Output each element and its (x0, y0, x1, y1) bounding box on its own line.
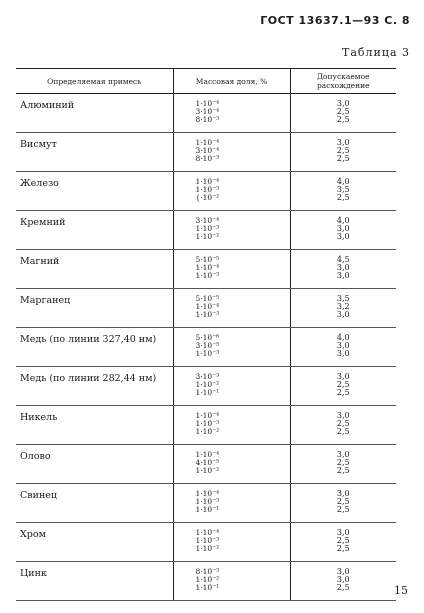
page-number: 15 (394, 584, 408, 597)
mass-fraction-value: 8·10⁻³ (195, 115, 220, 124)
tolerance-value: 3,0 (336, 411, 350, 420)
mass-fraction-cell (173, 523, 290, 562)
tolerance-value: 3,0 (336, 489, 350, 498)
mass-fraction-value: 1·10⁻³ (195, 536, 220, 545)
mass-fraction-value: 1·10⁻² (195, 575, 220, 584)
tolerance-value: 2,5 (336, 380, 350, 389)
impurity-name: Свинец (16, 484, 173, 523)
mass-fraction-cell (173, 250, 290, 289)
mass-fraction-value: 1·10⁻³ (195, 349, 220, 358)
tolerance-value: 3,0 (336, 271, 350, 280)
tolerance-value: 4,0 (336, 177, 350, 186)
tolerance-value: 3,5 (336, 185, 350, 194)
tolerance-value: 2,5 (336, 458, 350, 467)
tolerance-cell (290, 250, 396, 289)
mass-fraction-cell (173, 211, 290, 250)
mass-fraction-value: 3·10⁻⁴ (195, 107, 220, 116)
mass-fraction-value: 1·10⁻⁴ (195, 450, 220, 459)
table-body (16, 94, 396, 601)
mass-fraction-cell (173, 562, 290, 601)
table-row (16, 367, 396, 406)
table-row (16, 289, 396, 328)
tolerance-value: 3,0 (336, 567, 350, 576)
mass-fraction-value: 1·10⁻⁴ (195, 263, 220, 272)
table-row (16, 211, 396, 250)
table-row (16, 406, 396, 445)
mass-fraction-cell (173, 94, 290, 133)
tolerance-cell (290, 328, 396, 367)
tolerance-value: 2,5 (336, 544, 350, 553)
mass-fraction-value: 1·10⁻³ (195, 419, 220, 428)
mass-fraction-value: 1·10⁻² (195, 544, 220, 553)
tolerance-cell (290, 211, 396, 250)
tolerance-value: 2,5 (336, 193, 350, 202)
tolerance-value: 3,0 (336, 224, 350, 233)
mass-fraction-value: 5·10⁻⁶ (195, 333, 220, 342)
table-row (16, 172, 396, 211)
mass-fraction-value: 1·10⁻¹ (195, 505, 220, 514)
mass-fraction-value: 1·10⁻⁴ (195, 177, 220, 186)
mass-fraction-value: 5·10⁻⁵ (195, 255, 220, 264)
tolerance-value: 2,5 (336, 388, 350, 397)
tolerance-value: 3,2 (336, 302, 350, 311)
tolerance-value: 4,0 (336, 333, 350, 342)
impurity-name: Медь (по линии 282,44 нм) (16, 367, 173, 406)
tolerance-value: 3,0 (336, 349, 350, 358)
mass-fraction-value: 1·10⁻¹ (195, 583, 220, 592)
tolerance-value: 3,0 (336, 232, 350, 241)
tolerance-cell (290, 406, 396, 445)
table-row (16, 562, 396, 601)
tolerance-value: 2,5 (336, 154, 350, 163)
tolerance-value: 2,5 (336, 497, 350, 506)
tolerance-value: 3,0 (336, 528, 350, 537)
tolerance-value: 3,0 (336, 263, 350, 272)
mass-fraction-value: 1·10⁻⁴ (195, 302, 220, 311)
mass-fraction-value: 1·10⁻³ (195, 310, 220, 319)
table-row (16, 523, 396, 562)
mass-fraction-cell (173, 367, 290, 406)
tolerance-cell (290, 133, 396, 172)
table-row (16, 484, 396, 523)
mass-fraction-value: 8·10⁻³ (195, 567, 220, 576)
impurity-name: Висмут (16, 133, 173, 172)
mass-fraction-value: 4·10⁻⁵ (195, 458, 220, 467)
mass-fraction-value: 3·10⁻⁴ (195, 146, 220, 155)
tolerance-value: 2,5 (336, 146, 350, 155)
mass-fraction-value: 3·10⁻³ (195, 372, 220, 381)
mass-fraction-value: 1·10⁻² (195, 427, 220, 436)
tolerance-value: 2,5 (336, 427, 350, 436)
mass-fraction-cell (173, 328, 290, 367)
impurity-table (16, 68, 396, 601)
tolerance-value: 2,5 (336, 583, 350, 592)
tolerance-value: 2,5 (336, 536, 350, 545)
mass-fraction-cell (173, 406, 290, 445)
mass-fraction-cell (173, 172, 290, 211)
mass-fraction-value: 1·10⁻³ (195, 271, 220, 280)
tolerance-value: 3,5 (336, 294, 350, 303)
mass-fraction-value: 1·10⁻³ (195, 497, 220, 506)
mass-fraction-value: 1·10⁻³ (195, 224, 220, 233)
mass-fraction-value: 1·10⁻⁴ (195, 528, 220, 537)
table-row (16, 94, 396, 133)
tolerance-value: 2,5 (336, 466, 350, 475)
mass-fraction-value: 1·10⁻⁴ (195, 489, 220, 498)
impurity-name: Марганец (16, 289, 173, 328)
impurity-name: Железо (16, 172, 173, 211)
table-row (16, 445, 396, 484)
mass-fraction-value: 3·10⁻⁴ (195, 216, 220, 225)
mass-fraction-value: {·10⁻² (195, 193, 220, 202)
mass-fraction-value: 1·10⁻² (195, 466, 220, 475)
tolerance-cell (290, 484, 396, 523)
impurity-name: Кремний (16, 211, 173, 250)
tolerance-cell (290, 445, 396, 484)
mass-fraction-cell (173, 289, 290, 328)
impurity-name: Медь (по линии 327,40 нм) (16, 328, 173, 367)
table-header-row (16, 69, 396, 94)
tolerance-value: 4,5 (336, 255, 350, 264)
mass-fraction-value: 1·10⁻³ (195, 185, 220, 194)
tolerance-cell (290, 367, 396, 406)
mass-fraction-cell (173, 484, 290, 523)
column-header-impurity: Определяемая примесь (16, 69, 173, 94)
mass-fraction-value: 8·10⁻³ (195, 154, 220, 163)
tolerance-cell (290, 289, 396, 328)
mass-fraction-value: 5·10⁻⁵ (195, 294, 220, 303)
impurity-name: Цинк (16, 562, 173, 601)
impurity-name: Никель (16, 406, 173, 445)
impurity-name: Магний (16, 250, 173, 289)
tolerance-value: 2,5 (336, 107, 350, 116)
mass-fraction-value: 1·10⁻² (195, 380, 220, 389)
mass-fraction-cell (173, 445, 290, 484)
tolerance-value: 3,0 (336, 310, 350, 319)
impurity-name: Алюминий (16, 94, 173, 133)
column-header-tolerance: Допускаемое расхождение (290, 69, 396, 94)
tolerance-cell (290, 562, 396, 601)
tolerance-cell (290, 172, 396, 211)
table-row (16, 250, 396, 289)
mass-fraction-cell (173, 133, 290, 172)
tolerance-value: 3,0 (336, 575, 350, 584)
mass-fraction-value: 1·10⁻¹ (195, 388, 220, 397)
tolerance-value: 4,0 (336, 216, 350, 225)
tolerance-value: 3,0 (336, 99, 350, 108)
tolerance-value: 3,0 (336, 138, 350, 147)
tolerance-value: 3,0 (336, 372, 350, 381)
mass-fraction-value: 1·10⁻⁴ (195, 138, 220, 147)
mass-fraction-value: 3·10⁻⁵ (195, 341, 220, 350)
tolerance-value: 2,5 (336, 505, 350, 514)
table-row (16, 133, 396, 172)
mass-fraction-value: 1·10⁻² (195, 232, 220, 241)
table-title: Таблица 3 (342, 46, 410, 59)
mass-fraction-value: 1·10⁻⁴ (195, 411, 220, 420)
tolerance-value: 3,0 (336, 341, 350, 350)
table-row (16, 328, 396, 367)
tolerance-cell (290, 523, 396, 562)
tolerance-value: 3,0 (336, 450, 350, 459)
mass-fraction-value: 1·10⁻⁴ (195, 99, 220, 108)
column-header-mass-fraction: Массовая доля, % (173, 69, 290, 94)
document-header: ГОСТ 13637.1—93 С. 8 (260, 14, 410, 27)
impurity-name: Хром (16, 523, 173, 562)
impurity-name: Олово (16, 445, 173, 484)
tolerance-cell (290, 94, 396, 133)
tolerance-value: 2,5 (336, 115, 350, 124)
tolerance-value: 2,5 (336, 419, 350, 428)
